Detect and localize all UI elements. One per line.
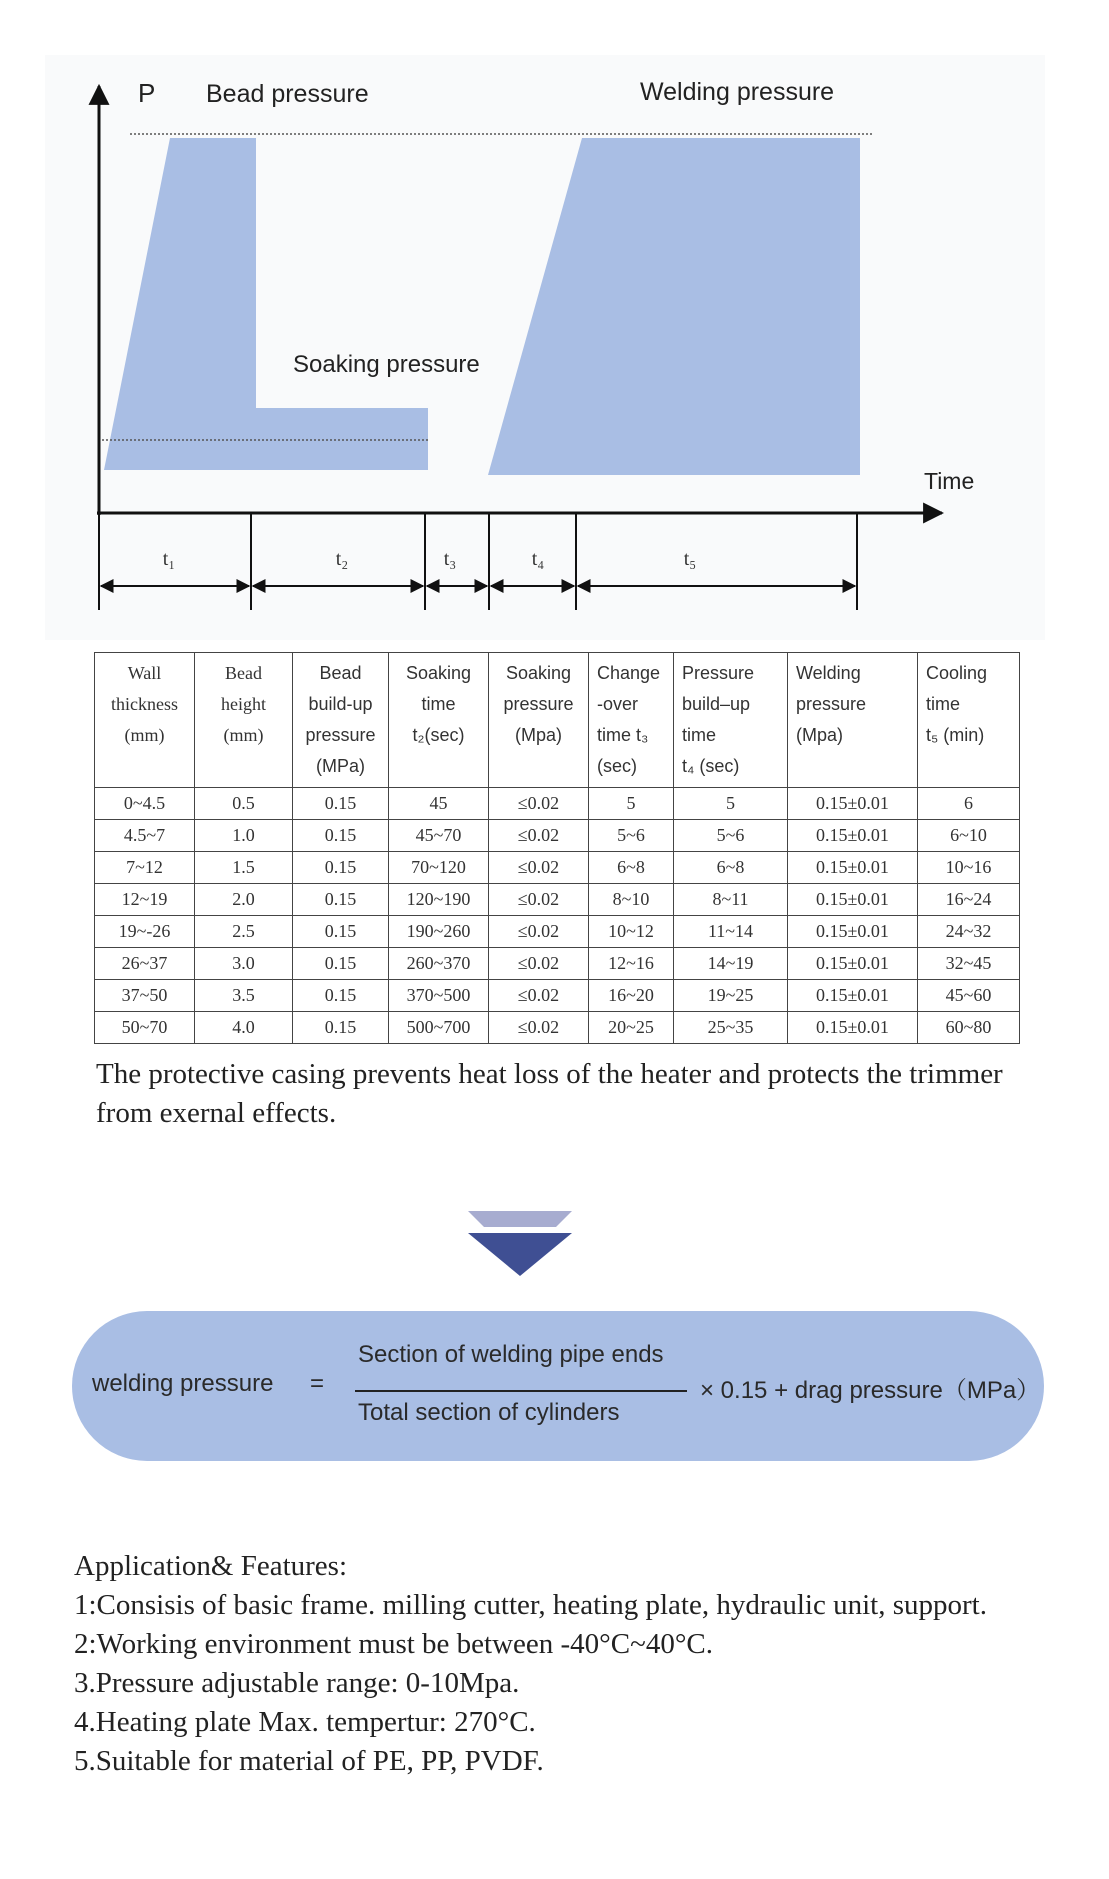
protective-casing-note: The protective casing prevents heat loss of the heater and protects the trimmer from exernal effects. [96, 1058, 1003, 1129]
table-cell: 5~6 [674, 820, 788, 852]
table-cell: 5 [589, 788, 674, 820]
table-cell: 2.5 [195, 916, 293, 948]
table-cell: 0.15±0.01 [788, 980, 918, 1012]
interval-separators [99, 513, 857, 610]
feature-item-5: 5.Suitable for material of PE, PP, PVDF. [74, 1745, 544, 1777]
table-cell: 6 [918, 788, 1020, 820]
table-cell: 0.15 [293, 788, 389, 820]
formula-equals: = [310, 1370, 325, 1397]
table-cell: 37~50 [95, 980, 195, 1012]
header-welding-pressure: Welding pressure (Mpa) [788, 653, 918, 788]
table-cell: 3.0 [195, 948, 293, 980]
table-cell: 1.5 [195, 852, 293, 884]
table-cell: 10~12 [589, 916, 674, 948]
table-cell: 3.5 [195, 980, 293, 1012]
table-row [95, 884, 1020, 916]
table-cell: 12~16 [589, 948, 674, 980]
table-cell: 0.5 [195, 788, 293, 820]
table-cell: 5~6 [589, 820, 674, 852]
table-header-row [95, 653, 1020, 788]
header-soaking-time: Soaking time t₂(sec) [389, 653, 489, 788]
bead-pressure-label: Bead pressure [206, 80, 369, 108]
welding-pressure-area [488, 138, 860, 475]
pressure-time-diagram [0, 0, 1109, 640]
table-cell: 0.15 [293, 852, 389, 884]
table-cell: 70~120 [389, 852, 489, 884]
table-cell: 60~80 [918, 1012, 1020, 1044]
table-cell: 0.15 [293, 820, 389, 852]
table-cell: ≤0.02 [489, 852, 589, 884]
table-cell: 20~25 [589, 1012, 674, 1044]
table-cell: 5 [674, 788, 788, 820]
interval-label-t1: t₁ [162, 548, 176, 570]
table-body [95, 788, 1020, 1044]
table-cell: 190~260 [389, 916, 489, 948]
table-cell: 0.15±0.01 [788, 820, 918, 852]
table-cell: ≤0.02 [489, 820, 589, 852]
interval-label-t3: t₃ [443, 548, 457, 570]
table-cell: 6~8 [674, 852, 788, 884]
table-cell: 50~70 [95, 1012, 195, 1044]
table-cell: ≤0.02 [489, 916, 589, 948]
table-cell: 0.15 [293, 980, 389, 1012]
table-row [95, 916, 1020, 948]
table-cell: 0.15±0.01 [788, 852, 918, 884]
table-cell: 16~24 [918, 884, 1020, 916]
table-row [95, 852, 1020, 884]
table-cell: ≤0.02 [489, 1012, 589, 1044]
interval-label-t2: t₂ [335, 548, 349, 570]
application-features [74, 1547, 1054, 1781]
header-bead-buildup-pressure: Bead build-up pressure (MPa) [293, 653, 389, 788]
welding-pressure-label: Welding pressure [640, 78, 835, 106]
interval-label-t5: t₅ [683, 548, 697, 570]
formula-denominator: Total section of cylinders [358, 1399, 620, 1426]
fraction-bar [355, 1390, 687, 1392]
table-cell: 500~700 [389, 1012, 489, 1044]
table-row [95, 820, 1020, 852]
table-cell: ≤0.02 [489, 788, 589, 820]
table-row [95, 948, 1020, 980]
axis-x-label: Time [924, 468, 975, 494]
table-cell: 0.15±0.01 [788, 788, 918, 820]
table-cell: 6~8 [589, 852, 674, 884]
formula-label: welding pressure [92, 1370, 274, 1397]
table-cell: 8~11 [674, 884, 788, 916]
table-row [95, 1012, 1020, 1044]
table-cell: ≤0.02 [489, 980, 589, 1012]
table-cell: 1.0 [195, 820, 293, 852]
table-cell: 4.0 [195, 1012, 293, 1044]
header-changeover-time: Change -over time t₃ (sec) [589, 653, 674, 788]
welding-pressure-formula [72, 1311, 1044, 1461]
welding-parameter-table [94, 652, 1020, 1044]
table-cell: 12~19 [95, 884, 195, 916]
axis-y-label: P [138, 78, 156, 108]
header-cooling-time: Cooling time t₅ (min) [918, 653, 1020, 788]
table-cell: ≤0.02 [489, 884, 589, 916]
table-cell: 10~16 [918, 852, 1020, 884]
feature-item-1: 1:Consisis of basic frame. milling cutter, heating plate, hydraulic unit, support. [74, 1589, 987, 1621]
table-cell: 24~32 [918, 916, 1020, 948]
table-cell: 0.15±0.01 [788, 1012, 918, 1044]
table-cell: 19~-26 [95, 916, 195, 948]
table-cell: 45 [389, 788, 489, 820]
table-cell: 14~19 [674, 948, 788, 980]
table-cell: 8~10 [589, 884, 674, 916]
formula-section [28, 1165, 1088, 1515]
table-cell: 19~25 [674, 980, 788, 1012]
features-title: Application& Features: [74, 1550, 348, 1582]
table-cell: 260~370 [389, 948, 489, 980]
table-cell: 0.15 [293, 1012, 389, 1044]
formula-multiplier: × 0.15 + drag pressure（MPa） [700, 1377, 1041, 1404]
table-cell: 7~12 [95, 852, 195, 884]
header-wall-thickness: Wall thickness (mm) [95, 653, 195, 788]
table-cell: 370~500 [389, 980, 489, 1012]
table-cell: 45~60 [918, 980, 1020, 1012]
table-cell: 0.15 [293, 916, 389, 948]
table-cell: 2.0 [195, 884, 293, 916]
table-cell: 0.15±0.01 [788, 948, 918, 980]
table-cell: 0.15±0.01 [788, 916, 918, 948]
interval-label-t4: t₄ [531, 548, 545, 570]
feature-item-4: 4.Heating plate Max. tempertur: 270°C. [74, 1706, 536, 1738]
table-cell: ≤0.02 [489, 948, 589, 980]
table-row [95, 980, 1020, 1012]
table-cell: 25~35 [674, 1012, 788, 1044]
table-cell: 16~20 [589, 980, 674, 1012]
header-bead-height: Bead height (mm) [195, 653, 293, 788]
table-cell: 4.5~7 [95, 820, 195, 852]
formula-numerator: Section of welding pipe ends [358, 1341, 664, 1368]
table-cell: 0.15 [293, 884, 389, 916]
table-cell: 6~10 [918, 820, 1020, 852]
soaking-pressure-label: Soaking pressure [293, 351, 480, 378]
header-soaking-pressure: Soaking pressure (Mpa) [489, 653, 589, 788]
header-pressure-buildup-time: Pressure build–up time t₄ (sec) [674, 653, 788, 788]
table-cell: 0.15 [293, 948, 389, 980]
feature-item-2: 2:Working environment must be between -40°C~40°C. [74, 1628, 714, 1660]
feature-item-3: 3.Pressure adjustable range: 0-10Mpa. [74, 1667, 520, 1699]
bead-pressure-area [104, 138, 428, 470]
table-cell: 120~190 [389, 884, 489, 916]
table-cell: 26~37 [95, 948, 195, 980]
down-arrow-dark-triangle [468, 1233, 572, 1276]
table-cell: 11~14 [674, 916, 788, 948]
down-arrow-light-band [468, 1211, 572, 1227]
table-cell: 0.15±0.01 [788, 884, 918, 916]
table-cell: 0~4.5 [95, 788, 195, 820]
table-row [95, 788, 1020, 820]
table-cell: 45~70 [389, 820, 489, 852]
down-arrow-icon [28, 1165, 1088, 1315]
table-cell: 32~45 [918, 948, 1020, 980]
